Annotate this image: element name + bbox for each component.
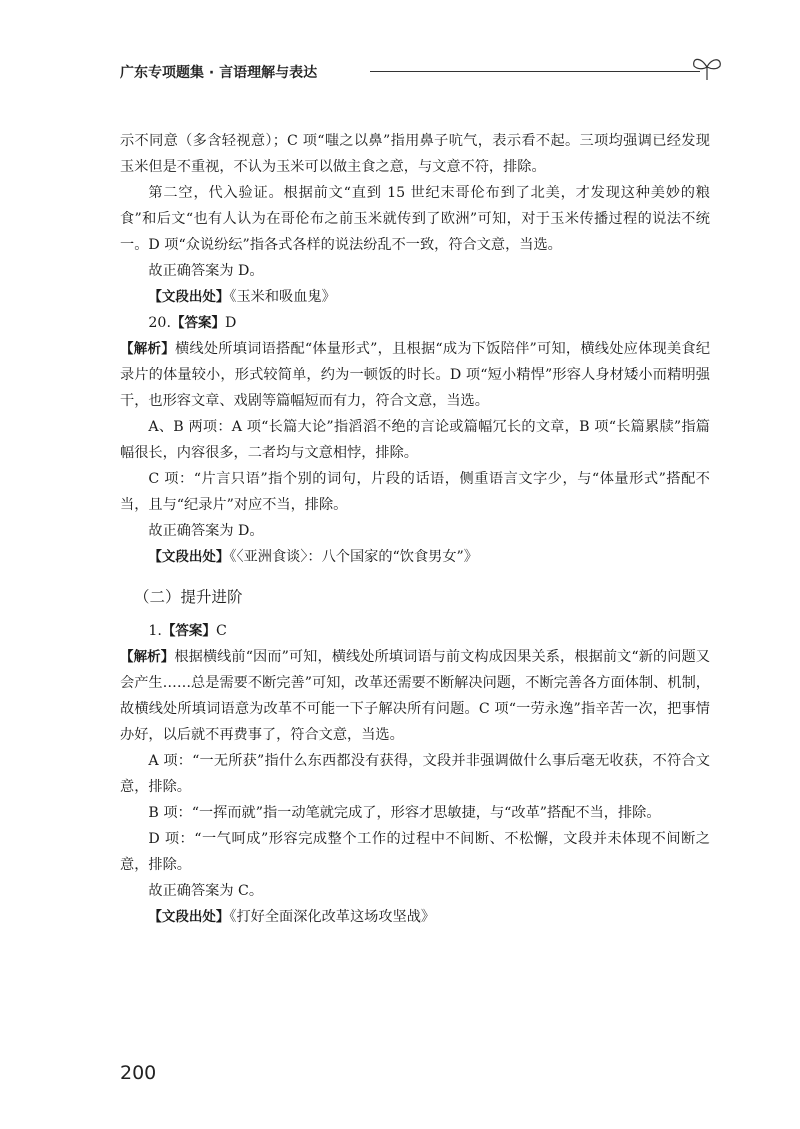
source-line (120, 284, 710, 310)
section-heading: （二）提升进阶 (134, 588, 243, 606)
answer-value: C (215, 623, 227, 639)
paragraph: C 项：“片言只语”指个别的词句，片段的话语，侧重语言文字少，与“体量形式”搭配不当，且与“纪录片”对应不当，排除。 (120, 471, 710, 513)
analysis-paragraph (120, 336, 710, 414)
source-tag: 【文段出处】 (148, 289, 230, 305)
source-tag: 【文段出处】 (148, 909, 230, 925)
source-tag: 【文段出处】 (148, 549, 230, 565)
analysis-tag: 【解析】 (120, 341, 175, 357)
question-answer (120, 310, 710, 336)
answer-line: 故正确答案为 C。 (148, 883, 264, 899)
paragraph: D 项：“一气呵成”形容完成整个工作的过程中不间断、不松懈，文段并未体现不间断之意，排除。 (120, 831, 710, 873)
source-title: 《〈亚洲食谈〉：八个国家的“饮食男女”》 (229, 549, 478, 565)
header-rule (370, 71, 700, 72)
paragraph: A 项：“一无所获”指什么东西都没有获得，文段并非强调做什么事后毫无收获，不符合文意，排除。 (120, 753, 710, 795)
question-answer (120, 618, 710, 644)
paragraph: B 项：“一挥而就”指一动笔就完成了，形容才思敏捷，与“改革”搭配不当，排除。 (148, 805, 661, 821)
source-line (120, 904, 710, 930)
answer-line: 故正确答案为 D。 (148, 523, 264, 539)
source-line (120, 544, 710, 570)
page-header (120, 58, 720, 88)
header-title: 广东专项题集 · 言语理解与表达 (120, 65, 318, 81)
source-title: 《玉米和吸血鬼》 (229, 289, 336, 305)
answer-line: 故正确答案为 D。 (148, 263, 264, 279)
sprout-icon (690, 52, 724, 82)
question-number: 20. (148, 315, 171, 331)
analysis-paragraph (120, 644, 710, 748)
analysis-text: 横线处所填词语搭配“体量形式”，且根据“成为下饭陪伴”可知，横线处应体现美食纪录片的体量较小，形式较简单，约为一顿饭的时长。D 项“短小精悍”形容人身材矮小而精明强干，也形容文章、戏剧等篇幅短而有力，符合文意，当选。 (120, 341, 711, 409)
paragraph: 第二空，代入验证。根据前文“直到 15 世纪末哥伦布到了北美，才发现这种美妙的粮食”和后文“也有人认为在哥伦布之前玉米就传到了欧洲”可知，对于玉米传播过程的说法不统一。D 项“众说纷纭”指各式各样的说法纷乱不一致，符合文意，当选。 (120, 185, 710, 253)
answer-tag: 【答案】 (161, 623, 216, 639)
page-number: 200 (120, 1062, 157, 1084)
answer-value: D (224, 315, 237, 331)
document-body (120, 128, 710, 930)
paragraph: 示不同意（多含轻视意）；C 项“嗤之以鼻”指用鼻子吭气，表示看不起。三项均强调已经发现玉米但是不重视，不认为玉米可以做主食之意，与文意不符，排除。 (120, 133, 710, 175)
question-number: 1. (148, 623, 162, 639)
paragraph: A、B 两项：A 项“长篇大论”指滔滔不绝的言论或篇幅冗长的文章，B 项“长篇累牍”指篇幅很长，内容很多，二者均与文意相悖，排除。 (120, 419, 710, 461)
analysis-text: 根据横线前“因而”可知，横线处所填词语与前文构成因果关系，根据前文“新的问题又会产生……总是需要不断完善”可知，改革还需要不断解决问题，不断完善各方面体制、机制，故横线处所填词语意为改革不可能一下子解决所有问题。C 项“一劳永逸”指辛苦一次，把事情办好，以后就不再费事了，符合文意，当选。 (120, 649, 711, 743)
analysis-tag: 【解析】 (120, 649, 175, 665)
answer-tag: 【答案】 (170, 315, 225, 331)
source-title: 《打好全面深化改革这场攻坚战》 (229, 909, 436, 925)
